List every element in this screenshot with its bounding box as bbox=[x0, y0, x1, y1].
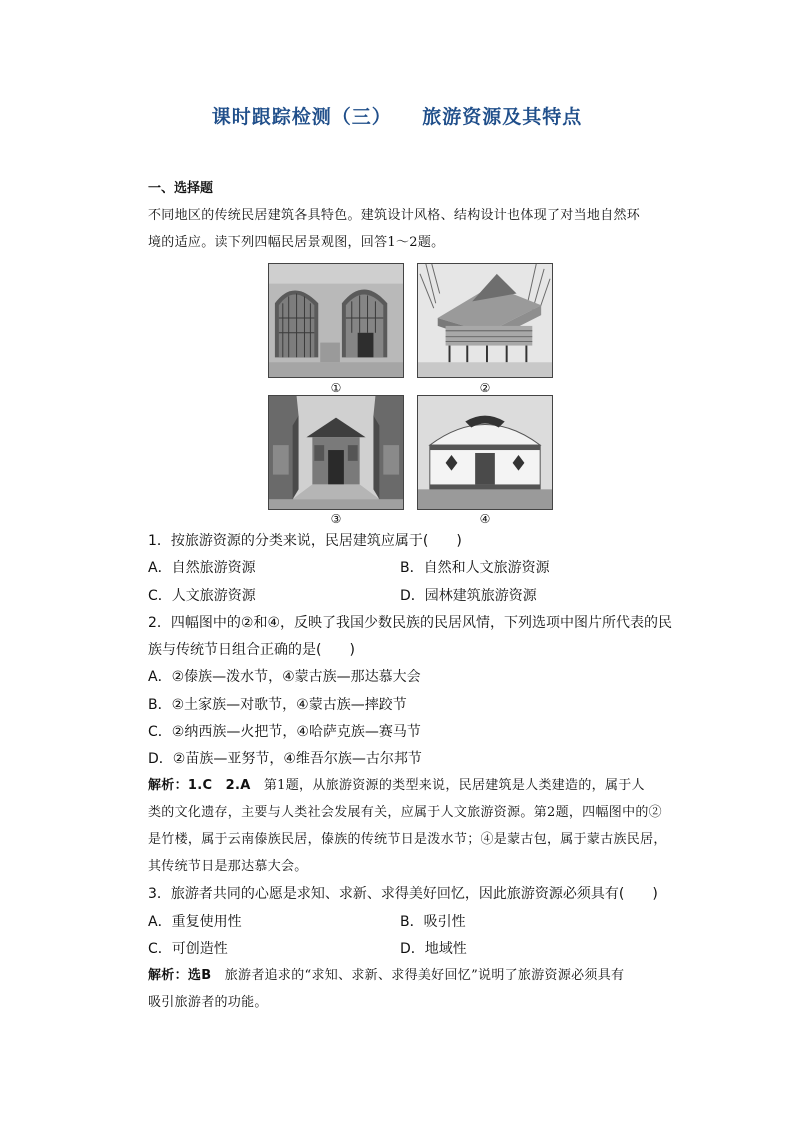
explanation-3-line-1 bbox=[148, 967, 624, 985]
intro-line-1: 不同地区的传统民居建筑各具特色。建筑设计风格、结构设计也体现了对当地自然环 bbox=[148, 208, 641, 223]
page-title: 课时跟踪检测（三） 旅游资源及其特点 bbox=[211, 106, 583, 128]
intro-line-2: 境的适应。读下列四幅民居景观图，回答1～2题。 bbox=[148, 235, 445, 250]
question-2-option-c: C．②纳西族—火把节，④哈萨克族—赛马节 bbox=[148, 724, 421, 740]
question-2-stem-line-2: 族与传统节日组合正确的是( ) bbox=[148, 642, 355, 658]
question-2-stem-line-1: 2．四幅图中的②和④，反映了我国少数民族的民居风情，下列选项中图片所代表的民 bbox=[148, 615, 673, 631]
section-heading: 一、选择题 bbox=[148, 181, 214, 196]
explanation-1-2-line-4: 其传统节日是那达慕大会。 bbox=[148, 859, 308, 874]
question-1-stem: 1．按旅游资源的分类来说，民居建筑应属于( ) bbox=[148, 533, 462, 549]
question-1-option-b: B．自然和人文旅游资源 bbox=[400, 560, 550, 576]
explanation-1-2-text-1: 第1题，从旅游资源的类型来说，民居建筑是人类建造的，属于人 bbox=[250, 778, 645, 793]
question-1-option-a: A．自然旅游资源 bbox=[148, 560, 256, 576]
figure-label-4: ④ bbox=[479, 512, 491, 526]
question-3-option-d: D．地域性 bbox=[400, 941, 467, 957]
question-2-option-b: B．②土家族—对歌节，④蒙古族—摔跤节 bbox=[148, 697, 407, 713]
question-2-option-a: A．②傣族—泼水节，④蒙古族—那达慕大会 bbox=[148, 669, 421, 685]
question-3-option-a: A．重复使用性 bbox=[148, 914, 242, 930]
explanation-1-2-label: 解析：1.C 2.A bbox=[148, 778, 251, 793]
photo-cave-dwelling bbox=[268, 263, 404, 378]
explanation-3-text-1: 旅游者追求的“求知、求新、求得美好回忆”说明了旅游资源必须具有 bbox=[211, 968, 625, 983]
figure-label-2: ② bbox=[479, 381, 491, 395]
photo-courtyard-house bbox=[268, 395, 404, 510]
photo-bamboo-house bbox=[417, 263, 553, 378]
explanation-1-2-line-1 bbox=[148, 777, 645, 795]
explanation-1-2-line-3: 是竹楼，属于云南傣族民居，傣族的传统节日是泼水节；④是蒙古包，属于蒙古族民居， bbox=[148, 832, 667, 847]
figure-label-1: ① bbox=[330, 381, 342, 395]
question-3-option-b: B．吸引性 bbox=[400, 914, 466, 930]
question-1-option-c: C．人文旅游资源 bbox=[148, 588, 256, 604]
figure-label-3: ③ bbox=[330, 512, 342, 526]
photo-yurt bbox=[417, 395, 553, 510]
explanation-3-line-2: 吸引旅游者的功能。 bbox=[148, 995, 268, 1010]
question-2-option-d: D．②苗族—亚努节，④维吾尔族—古尔邦节 bbox=[148, 751, 422, 767]
question-3-option-c: C．可创造性 bbox=[148, 941, 228, 957]
explanation-3-label: 解析：选B bbox=[148, 968, 212, 983]
question-1-option-d: D．园林建筑旅游资源 bbox=[400, 588, 537, 604]
explanation-1-2-line-2: 类的文化遗存，主要与人类社会发展有关，应属于人文旅游资源。第2题，四幅图中的② bbox=[148, 805, 662, 820]
question-3-stem: 3．旅游者共同的心愿是求知、求新、求得美好回忆，因此旅游资源必须具有( ) bbox=[148, 886, 658, 902]
